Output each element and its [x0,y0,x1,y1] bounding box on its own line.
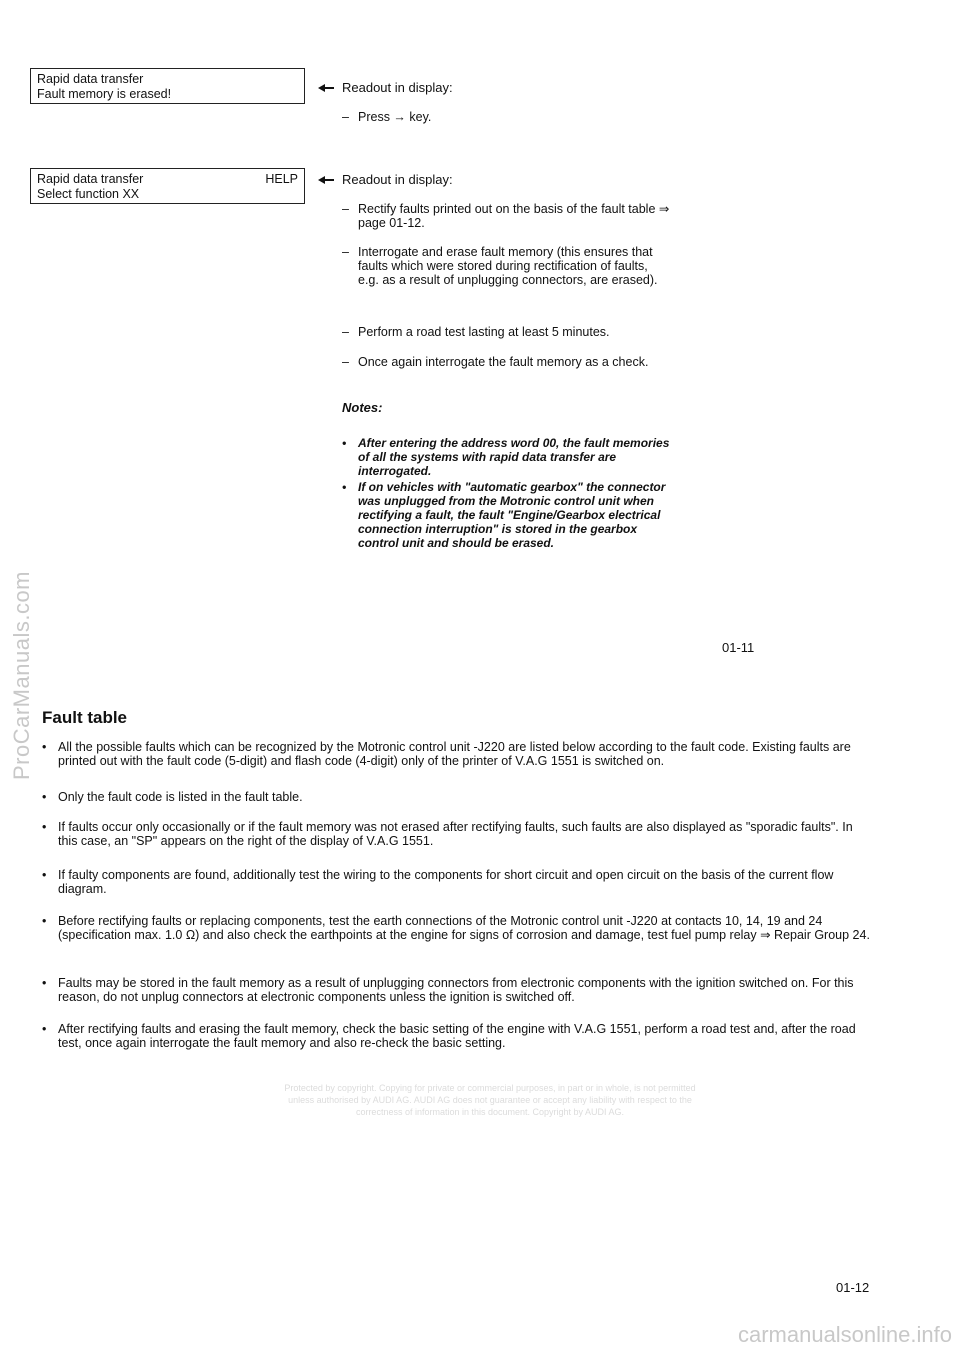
watermark-carmanualsonline: carmanualsonline.info [737,1322,952,1347]
display-line-2: Select function XX [37,187,140,201]
step-rectify-faults: – Rectify faults printed out on the basis of the fault table ⇒ page 01-12. [342,202,670,230]
fault-bullet-4: • If faulty components are found, additionally test the wiring to the components for short circuit and open circuit on the basis of the current flow diagram. [42,868,834,896]
display-line-2: Fault memory is erased! [37,87,172,101]
note-item-2: • If on vehicles with "automatic gearbox" the connector was unplugged from the Motronic control unit when rectifying a fault, the fault "Engine/Gearbox electrical connection interruption" is stored in the gearbox control unit and should be erased. [342,480,666,550]
watermark-procarmanuals: ProCarManuals.com [9,570,34,780]
display-box-fault-erased [30,68,305,104]
display-box-select-function [30,168,305,204]
note-item-1: • After entering the address word 00, the fault memories of all the systems with rapid data transfer are interrogated. [342,436,670,478]
fault-bullet-1: • All the possible faults which can be recognized by the Motronic control unit -J220 are listed below according to the fault code. Existing faults are printed out with the fault code (5-digit) and flash code (4-digit) only of the printer of V.A.G 1551 is switched on. [42,740,851,768]
notes-title: Notes: [342,400,383,415]
readout-heading-2 [318,172,453,187]
arrow-left-icon [318,176,334,184]
fault-bullet-6: • Faults may be stored in the fault memory as a result of unplugging connectors from electronic components with the ignition switched on. For this reason, do not unplug connectors at electronic components unless the ignition is switched off. [42,976,854,1004]
readout-label: Readout in display: [342,80,453,95]
display-line-1: Rapid data transfer [37,72,144,86]
readout-label: Readout in display: [342,172,453,187]
readout-heading-1 [318,80,453,95]
fault-bullet-5: • Before rectifying faults or replacing components, test the earth connections of the Motronic control unit -J220 at contacts 10, 14, 19 and 24 (specification max. 1.0 Ω) and also check the earthpoints at the engine for signs of corrosion and damage, test fuel pump relay ⇒ Repair Group 24. [42,914,870,942]
step-press-key: – Press → key. [342,110,432,124]
step-interrogate-erase: – Interrogate and erase fault memory (this ensures that faults which were stored during rectification of faults, e.g. as a result of unplugging connectors, are erased). [342,245,658,287]
copyright-notice: Protected by copyright. Copying for private or commercial purposes, in part or in whole, is not permitted unless authorised by AUDI AG. AUDI AG does not guarantee or accept any liability with respect to the correctness of information in this document. Copyright by AUDI AG. [284,1083,696,1117]
fault-bullet-3: • If faults occur only occasionally or if the fault memory was not erased after rectifying faults, such faults are also displayed as "sporadic faults". In this case, an "SP" appears on the right of the display of V.A.G 1551. [42,820,853,848]
fault-bullet-2: • Only the fault code is listed in the fault table. [42,790,303,804]
arrow-left-icon [318,84,334,92]
display-line-1: Rapid data transfer [37,172,144,186]
step-road-test: – Perform a road test lasting at least 5 minutes. [342,325,610,339]
page-number: 01-11 [722,640,755,655]
help-label: HELP [265,172,298,186]
step-check-again: – Once again interrogate the fault memory as a check. [342,355,649,369]
page-number: 01-12 [836,1280,870,1295]
fault-bullet-7: • After rectifying faults and erasing the fault memory, check the basic setting of the engine with V.A.G 1551, perform a road test and, after the road test, once again interrogate the fault memory and also re-check the basic setting. [42,1022,856,1050]
section-title: Fault table [42,708,128,727]
